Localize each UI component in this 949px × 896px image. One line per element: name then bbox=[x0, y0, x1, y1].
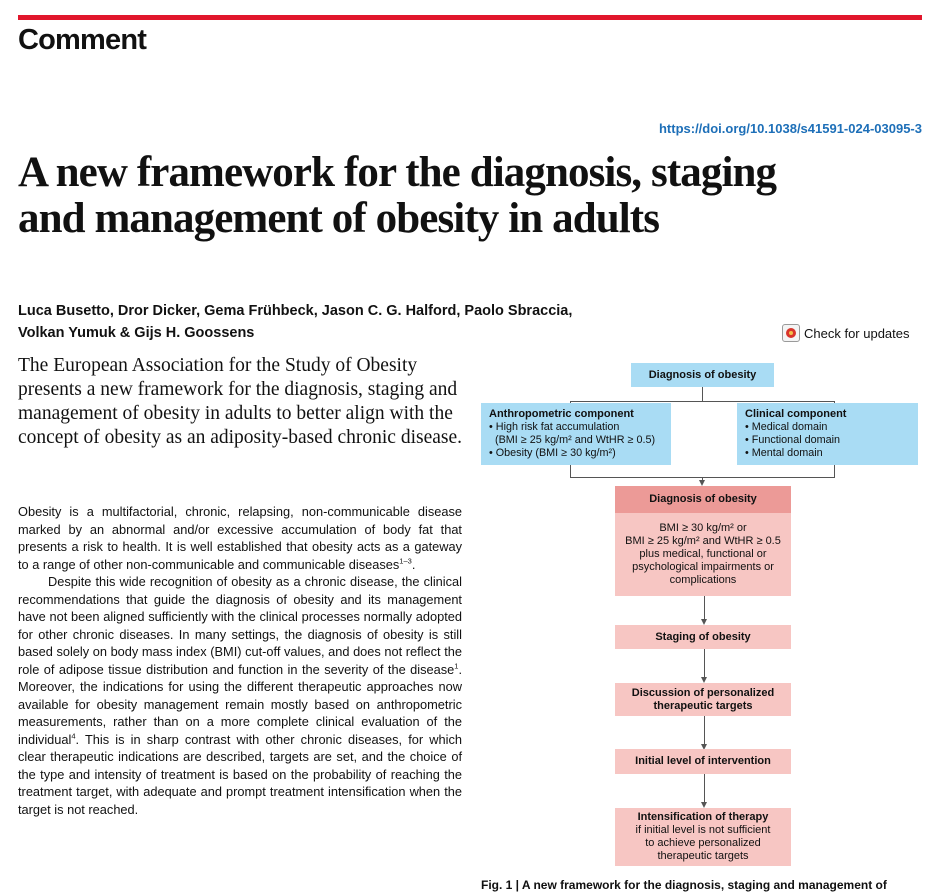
diagnosis-criteria-line: BMI ≥ 30 kg/m² or bbox=[659, 522, 747, 534]
discussion-line: Discussion of personalized bbox=[631, 686, 775, 699]
reference-link[interactable]: 4 bbox=[71, 731, 76, 741]
diagnosis-criteria-line: BMI ≥ 25 kg/m² and WtHR ≥ 0.5 bbox=[625, 535, 781, 547]
intensification-line: therapeutic targets bbox=[657, 850, 749, 862]
clinical-item: • Mental domain bbox=[745, 447, 823, 459]
standfirst: The European Association for the Study of Obesity presents a new framework for the diagnosis, staging and management of obesity in adults to better align with the concept of obesity as an adiposity-based chronic disease. bbox=[18, 355, 463, 448]
check-for-updates-button[interactable] bbox=[782, 324, 910, 342]
anthropometric-title: Anthropometric component bbox=[489, 408, 634, 420]
article-body bbox=[18, 503, 462, 818]
anthropometric-component-box bbox=[481, 403, 671, 465]
title-line-1: A new framework for the diagnosis, staging bbox=[18, 149, 777, 196]
initial-intervention-box: Initial level of intervention bbox=[615, 749, 791, 774]
reference-link[interactable]: 1–3 bbox=[399, 556, 412, 566]
diagnosis-criteria-box bbox=[615, 513, 791, 596]
clinical-title: Clinical component bbox=[745, 408, 847, 420]
diagnosis-criteria-line: plus medical, functional or bbox=[639, 548, 767, 560]
check-for-updates-label: Check for updates bbox=[804, 325, 910, 341]
doi-link[interactable]: https://doi.org/10.1038/s41591-024-03095-3 bbox=[658, 121, 922, 136]
clinical-item: • Functional domain bbox=[745, 434, 841, 446]
title-line-2: and management of obesity in adults bbox=[18, 195, 660, 242]
connector bbox=[704, 649, 705, 678]
connector bbox=[702, 387, 703, 401]
figure-1-flowchart bbox=[478, 355, 928, 875]
reference-link[interactable]: 1 bbox=[454, 661, 459, 671]
connector bbox=[704, 774, 705, 803]
crossmark-icon bbox=[782, 324, 800, 342]
anthropometric-item: • Obesity (BMI ≥ 30 kg/m²) bbox=[489, 447, 616, 459]
diagnosis-criteria-header: Diagnosis of obesity bbox=[615, 486, 791, 513]
diagnosis-criteria-line: psychological impairments or bbox=[632, 561, 774, 573]
intensification-line: if initial level is not sufficient bbox=[635, 824, 771, 836]
intensification-box bbox=[615, 808, 791, 866]
anthropometric-item: • High risk fat accumulation bbox=[489, 421, 620, 433]
clinical-component-box bbox=[737, 403, 918, 465]
connector bbox=[570, 401, 835, 402]
authors-line-2[interactable]: Volkan Yumuk & Gijs H. Goossens bbox=[18, 325, 255, 341]
discussion-line: therapeutic targets bbox=[653, 699, 753, 712]
paragraph-1: Obesity is a multifactorial, chronic, relapsing, non-communicable disease marked by an abnormal and/or excessive accumulation of body fat that presents a risk to health. It is well established that obesity acts as a gateway to a range of other non-communicable and communicable diseases$^{1-3}$. bbox=[18, 504, 462, 572]
author-list bbox=[18, 300, 738, 344]
intensification-title: Intensification of therapy bbox=[637, 811, 769, 823]
top-rule bbox=[18, 15, 922, 20]
clinical-item: • Medical domain bbox=[745, 421, 828, 433]
diagnosis-top-box: Diagnosis of obesity bbox=[631, 363, 774, 387]
anthropometric-item: (BMI ≥ 25 kg/m² and WtHR ≥ 0.5) bbox=[495, 434, 656, 446]
connector bbox=[704, 716, 705, 745]
authors-line-1[interactable]: Luca Busetto, Dror Dicker, Gema Frühbeck, Jason C. G. Halford, Paolo Sbraccia, bbox=[18, 303, 573, 319]
discussion-box bbox=[615, 683, 791, 716]
figure-caption: Fig. 1 | A new framework for the diagnosis, staging and management of bbox=[481, 878, 887, 892]
paragraph-2: Despite this wide recognition of obesity as a chronic disease, the clinical recommendations that guide the diagnosis of obesity and its management have not been aligned sufficiently with the clinical processes normally adopted for other chronic diseases. In many settings, the diagnosis of obesity is still based solely on body mass index (BMI) cut-off values, and does not reflect the role of adipose tissue distribution and function in the severity of the disease$^1$. Moreover, the indications for using the different therapeutic approaches now available for obesity management remain mostly based on anthropometric measurements, rather than on a more complete clinical evaluation of the individual$^4$. This is in sharp contrast with other chronic diseases, for which clear therapeutic indications are described, targets are set, and the choice of the type and intensity of treatment is based on the probability of reaching the treatment target, with adequate and prompt treatment intensification when the target is not reached. bbox=[18, 574, 462, 817]
intensification-line: to achieve personalized bbox=[645, 837, 761, 849]
staging-box: Staging of obesity bbox=[615, 625, 791, 649]
diagnosis-criteria-line: complications bbox=[669, 574, 737, 586]
article-title bbox=[18, 150, 918, 242]
section-label: Comment bbox=[18, 24, 147, 56]
connector bbox=[704, 596, 705, 620]
